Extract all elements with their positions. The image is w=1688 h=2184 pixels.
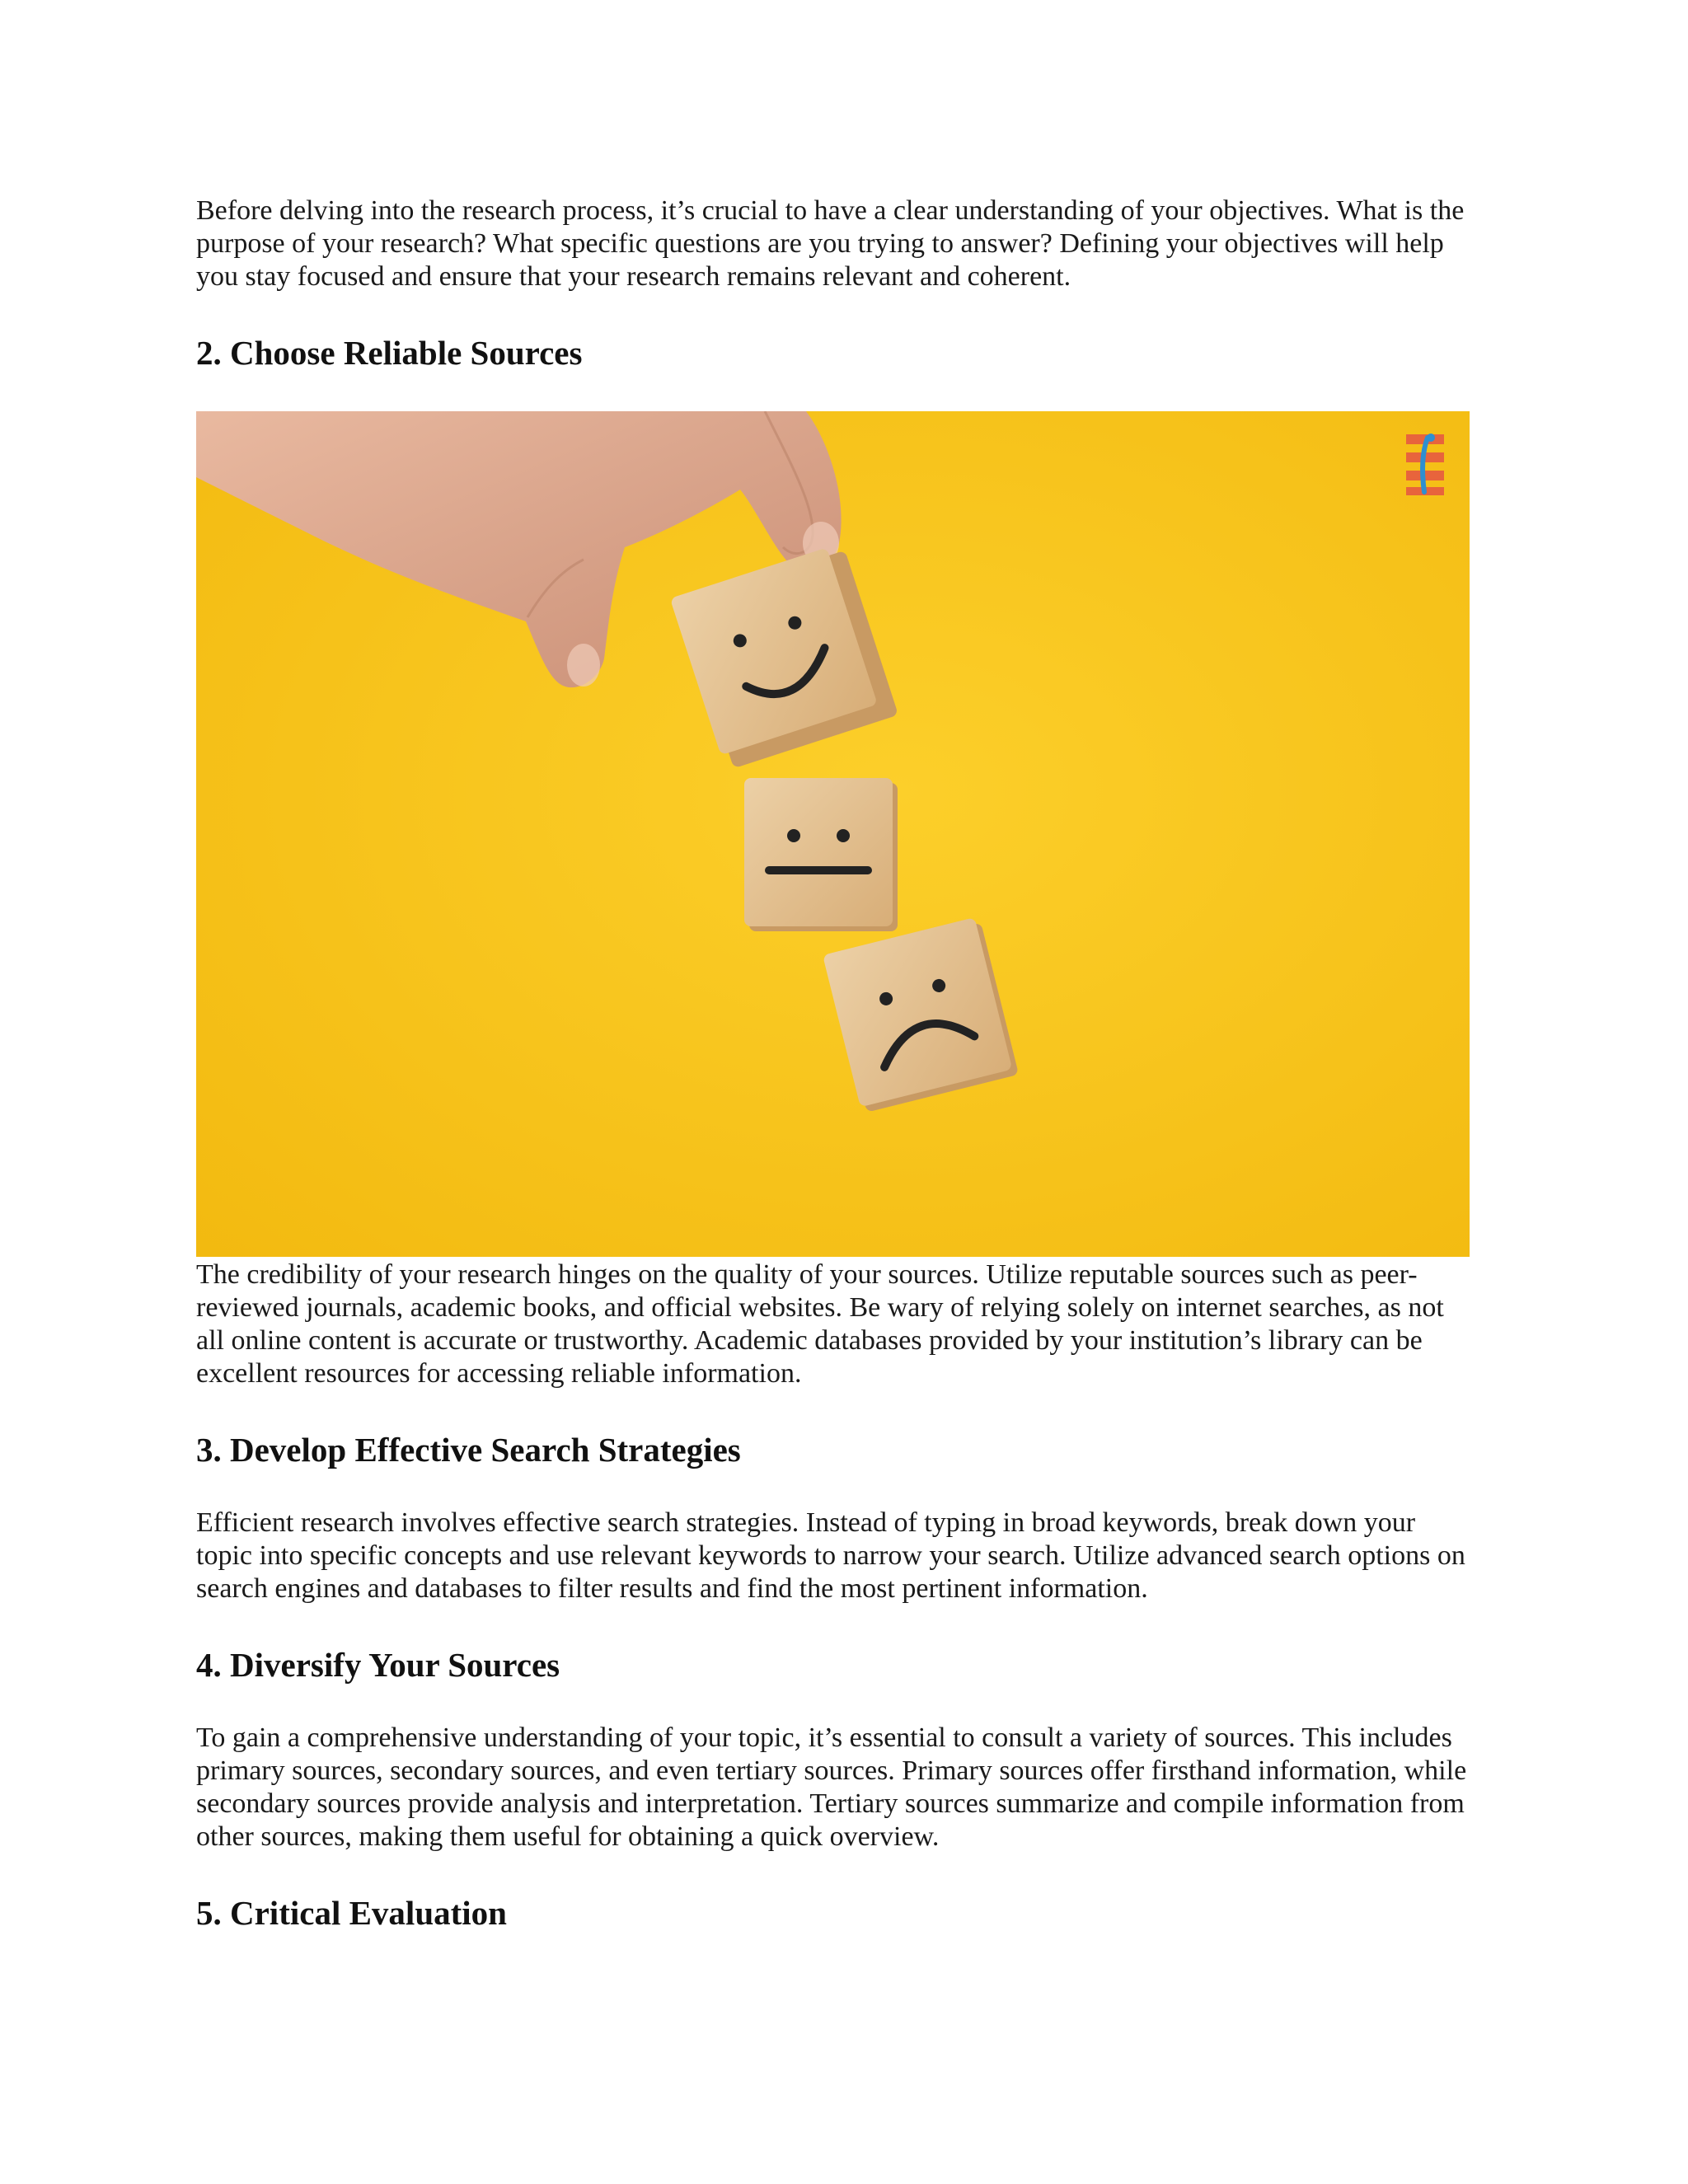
heading-choose-reliable-sources: 2. Choose Reliable Sources [196, 334, 583, 372]
article-photo [196, 411, 1470, 1257]
heading-develop-effective-search-strategies: 3. Develop Effective Search Strategies [196, 1431, 741, 1469]
paragraph-develop-effective-search-strategies: Efficient research involves effective search strategies. Instead of typing in broad keywords, break down your topic into specific concepts and use relevant keywords to narrow your search. Utilize advanced search options on search engines and databases to filter results and find the most pertinent information. [196, 1507, 1465, 1604]
paragraph-diversify-your-sources: To gain a comprehensive understanding of your topic, it’s essential to consult a variety of sources. This includes primary sources, secondary sources, and even tertiary sources. Primary sources offer firsthand information, while secondary sources provide analysis and interpretation. Tertiary sources summarize and compile information from other sources, making them useful for obtaining a quick overview. [196, 1722, 1467, 1852]
emotion-blocks-illustration [196, 411, 1470, 1257]
paragraph-choose-reliable-sources: The credibility of your research hinges on the quality of your sources. Utilize reputable sources such as peer-reviewed journals, academic books, and official websites. Be wary of relying solely on internet searches, as not all online content is accurate or trustworthy. Academic databases provided by your institution’s library can be excellent resources for accessing reliable information. [196, 1259, 1444, 1389]
heading-critical-evaluation: 5. Critical Evaluation [196, 1894, 507, 1932]
article-content [196, 194, 1470, 1933]
heading-diversify-your-sources: 4. Diversify Your Sources [196, 1646, 560, 1684]
neutral-face-block [744, 778, 898, 931]
intro-paragraph: Before delving into the research process, it’s crucial to have a clear understanding of your objectives. What is the purpose of your research? What specific questions are you trying to answer? Defining your objectives will help you stay focused and ensure that your research remains relevant and coherent. [196, 195, 1465, 292]
